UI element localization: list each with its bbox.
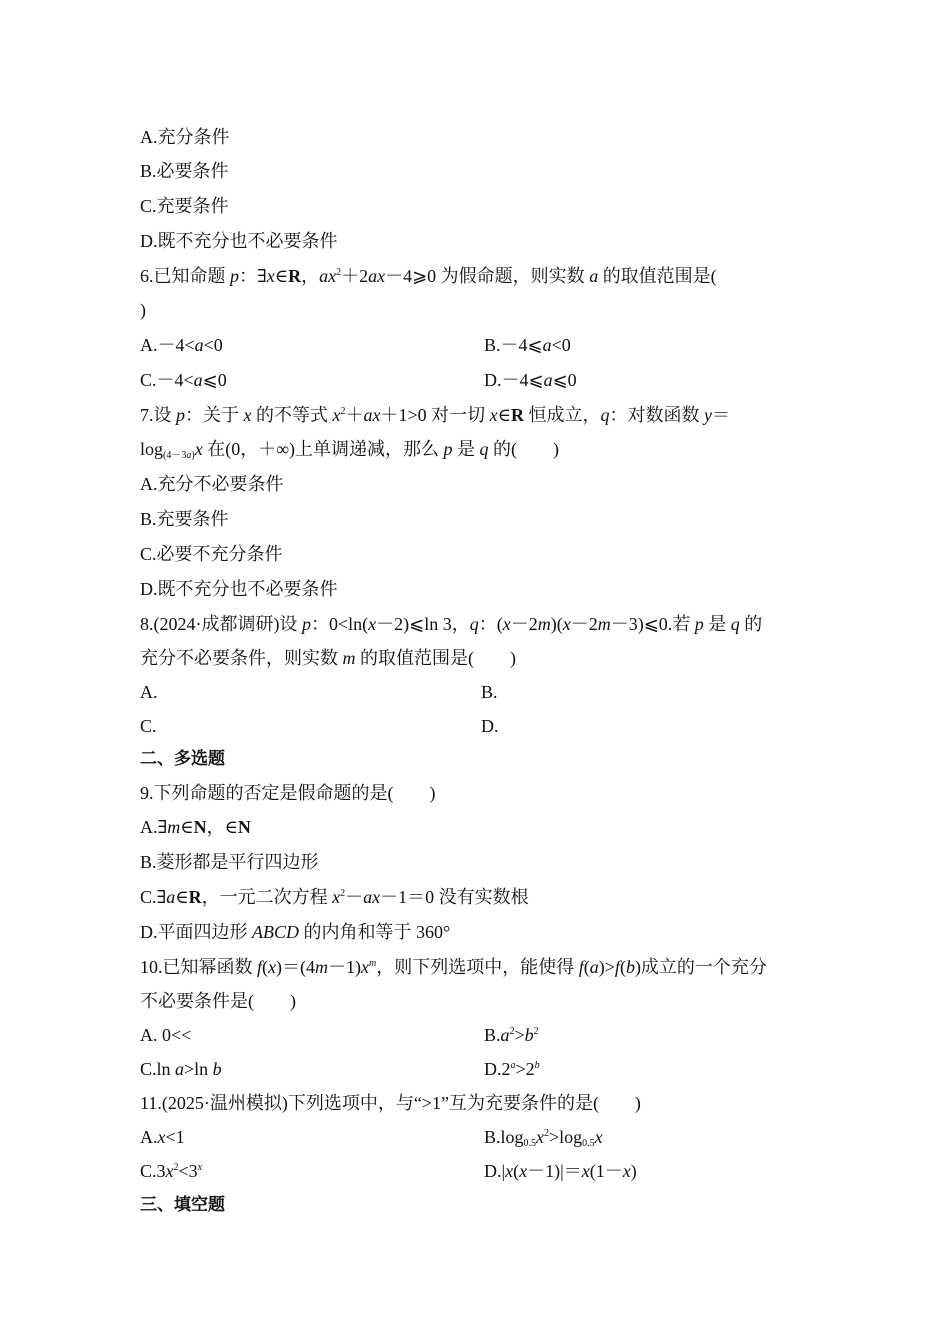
q6-stem-close: ) [140, 300, 146, 320]
q6-option-a: A.－4<a<0 [140, 335, 223, 355]
q7-option-c: C.必要不充分条件 [140, 544, 283, 564]
q11-option-d: D.|x(x－1)|＝x(1－x) [484, 1161, 637, 1181]
q7-option-b: B.充要条件 [140, 509, 229, 529]
q7-option-a: A.充分不必要条件 [140, 474, 284, 494]
q9-option-a: A.∃m∈N，∈N [140, 817, 251, 837]
q11-option-b: $B.\log_{0.5}x^2>\log_{0.5}x$ [484, 1127, 603, 1149]
q8-stem: 8.(2024·成都调研)设 p：0<ln(x－2)⩽ln 3，q：(x－2m)(x－2m－3)⩽0.若 p 是 q 的 [140, 614, 763, 634]
q10-option-b: $B.a^2>b^2$ [484, 1025, 539, 1045]
q8-option-d: D. [481, 716, 499, 736]
q11-option-c: $C.3x^2<3^x$ [140, 1161, 203, 1181]
q8-option-b: B. [481, 682, 498, 702]
q6-stem: 6.已知命题 p：∃x∈R，$ax^2+2ax-4⩾0$ 为假命题，则实数 a 的取值范围是( [140, 266, 717, 286]
section-heading-multiple-choice: 二、多选题 [140, 749, 225, 769]
q10-option-a: A. 0<< [140, 1025, 192, 1045]
q6-option-c: C.－4<a⩽0 [140, 370, 227, 390]
q8-option-c: C. [140, 716, 157, 736]
q9-option-d: D.平面四边形 ABCD 的内角和等于 360° [140, 922, 451, 942]
q10-option-d: $D.2^a>2^b$ [484, 1059, 540, 1079]
section-heading-fill-in: 三、填空题 [140, 1195, 225, 1215]
q6-option-d: D.－4⩽a⩽0 [484, 370, 577, 390]
q8-option-a: A. [140, 682, 158, 702]
q5-option-b: B.必要条件 [140, 161, 229, 181]
q8-stem-line2: 充分不必要条件，则实数 m 的取值范围是( ) [140, 648, 516, 668]
q7-option-d: D.既不充分也不必要条件 [140, 579, 338, 599]
q5-option-d: D.既不充分也不必要条件 [140, 231, 338, 251]
q10-stem: 10.已知幂函数 $f(x)=(4m-1)x^m$，则下列选项中，能使得 f(a)>f(b)成立的一个充分 [140, 957, 767, 977]
q6-option-b: B.－4⩽a<0 [484, 335, 571, 355]
q9-stem: 9.下列命题的否定是假命题的是( ) [140, 783, 436, 803]
q11-stem: 11.(2025·温州模拟)下列选项中，与“>1”互为充要条件的是( ) [140, 1093, 641, 1113]
q9-option-b: B.菱形都是平行四边形 [140, 852, 319, 872]
q7-stem: 7.设 p：关于 x 的不等式 $x^2+ax+1>0$ 对一切 x∈R 恒成立，q：对数函数 y＝ [140, 405, 730, 425]
q5-option-a: A.充分条件 [140, 127, 230, 147]
q9-option-c: C.∃a∈R，一元二次方程 $x^2-ax-1=0$ 没有实数根 [140, 887, 529, 907]
q10-option-c: C.ln a>ln b [140, 1059, 222, 1079]
q11-option-a: A.x<1 [140, 1127, 185, 1147]
q10-stem-line2: 不必要条件是( ) [140, 991, 296, 1011]
q5-option-c: C.充要条件 [140, 196, 229, 216]
q7-stem-line2: $\log_{(4-3a)}x$ 在(0，＋∞)上单调递减，那么 p 是 q 的( ) [140, 439, 560, 461]
